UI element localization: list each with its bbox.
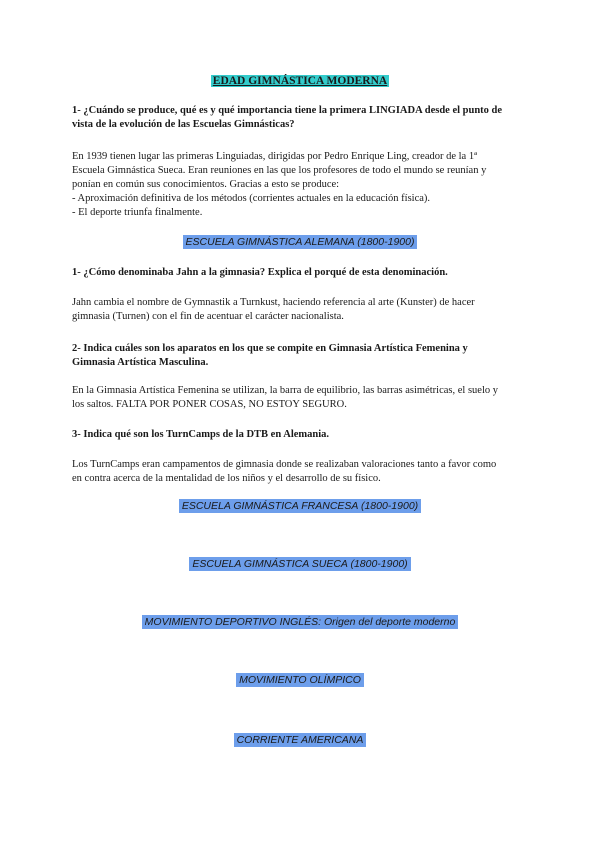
document-title: EDAD GIMNÁSTICA MODERNA	[212, 75, 388, 87]
question-2: 1- ¿Cómo denominaba Jahn a la gimnasia? Explica el porqué de esta denominación.	[72, 267, 448, 278]
section-movimiento-ingles: MOVIMIENTO DEPORTIVO INGLÉS: Origen del deporte moderno	[0, 616, 600, 628]
section-escuela-francesa: ESCUELA GIMNÁSTICA FRANCESA (1800-1900)	[0, 500, 600, 512]
section-escuela-alemana: ESCUELA GIMNÁSTICA ALEMANA (1800-1900)	[0, 236, 600, 248]
answer-3: En la Gimnasia Artística Femenina se utilizan, la barra de equilibrio, las barras asimétricas, el suelo y los saltos. FALTA POR PONER COSAS, NO ESTOY SEGURO.	[72, 385, 498, 410]
section-escuela-sueca: ESCUELA GIMNÁSTICA SUECA (1800-1900)	[0, 558, 600, 570]
section-corriente-americana: CORRIENTE AMERICANA	[0, 734, 600, 746]
answer-4: Los TurnCamps eran campamentos de gimnasia donde se realizaban valoraciones tanto a favor como en contra acerca de la mentalidad de los niños y el desarrollo de su físico.	[72, 459, 497, 484]
answer-2: Jahn cambia el nombre de Gymnastik a Turnkust, haciendo referencia al arte (Kunster) de hacer gimnasia (Turnen) con el fin de acentuar el carácter nacionalista.	[72, 297, 475, 322]
question-1: 1- ¿Cuándo se produce, qué es y qué importancia tiene la primera LINGIADA desde el punto de vista de la evolución de las Escuelas Gimnásticas?	[72, 105, 503, 130]
question-4: 3- Indica qué son los TurnCamps de la DTB en Alemania.	[72, 429, 330, 440]
question-3: 2- Indica cuáles son los aparatos en los que se compite en Gimnasia Artística Femenina y Gimnasia Artística Masculina.	[72, 343, 468, 368]
answer-1: En 1939 tienen lugar las primeras Linguiadas, dirigidas por Pedro Enrique Ling, creador de la 1ª Escuela Gimnástica Sueca. Eran reuniones en las que los profesores de todo el mundo se reunían y ponían en común sus conocimientos. Gracias a esto se produce: - Aproximación definitiva de los métodos (corrientes actuales en la educación física). - El deporte triunfa finalmente.	[72, 151, 487, 218]
section-movimiento-olimpico: MOVIMIENTO OLÍMPICO	[0, 674, 600, 686]
